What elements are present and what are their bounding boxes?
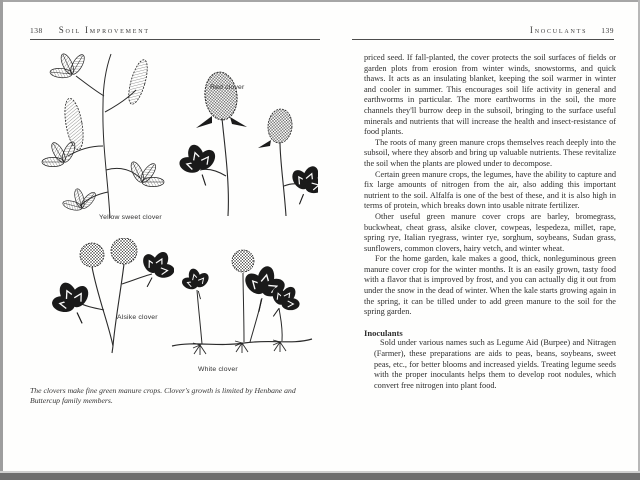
body-paragraph: For the home garden, kale makes a good, thick, nonleguminous green manure cover crop for the winter months. It is an easily grown, tasty food with a flavor that is improved by frost, and you can actually dig it out from under the snow in the dead of winter. When the kale starts growing again in the spring, it can be tilled under to add green manure to the soil for the spring garden. — [364, 254, 616, 317]
right-page-text-column — [364, 53, 616, 391]
scan-edge-bottom — [0, 471, 640, 480]
left-header-rule — [30, 39, 320, 40]
scan-edge-top — [0, 0, 640, 2]
white-clover-label: White clover — [198, 366, 238, 373]
red-clover-label: Red clover — [210, 84, 245, 91]
clover-figure — [28, 46, 324, 382]
body-paragraph: Certain green manure crops, the legumes, have the ability to capture and fix large amounts of nitrogen from the air, also adding this important nutrient to the soil. Alfalfa is one of the best of these, and it is also high in terms of protein, which breaks down into usable nitrate fertilizer. — [364, 169, 616, 211]
yellow-sweet-clover-illustration — [36, 50, 168, 220]
white-clover-illustration — [166, 246, 318, 368]
yellow-sweet-clover-label: Yellow sweet clover — [99, 214, 162, 221]
inoculants-heading: Inoculants — [364, 327, 403, 338]
body-paragraph: priced seed. If fall-planted, the cover protects the soil surfaces of fields or garden plots from erosion from winter winds, snowstorms, and quick thaws. It acts as an insulating blanket, keeping the soil warmer in winter and cooler in summer. This encourages soil life activity in general and earthworms in particular. The more earthworms in the soil, the more channels they'll burrow deep in the subsoil, bringing to the surface useful minerals and nutrients that will increase the health and insect-resistance of food plants. — [364, 53, 616, 137]
right-header-rule — [352, 39, 614, 40]
right-header-title: Inoculants — [529, 25, 588, 35]
left-page-number: 138 — [30, 26, 43, 35]
body-paragraph: The roots of many green manure crops themselves reach deeply into the subsoil, where they absorb and bring up valuable nutrients. These revitalize the soil when the plants are plowed under to decompose. — [364, 137, 616, 168]
alsike-clover-illustration — [52, 238, 174, 354]
scan-edge-left — [0, 0, 3, 480]
alsike-clover-label: Alsike clover — [117, 314, 158, 321]
right-running-head — [352, 25, 614, 35]
figure-caption: The clovers make fine green manure crops. Clover's growth is limited by Henbane and Buttercup family members. — [30, 386, 296, 405]
left-header-title: Soil Improvement — [58, 25, 150, 35]
right-page-number: 139 — [601, 26, 614, 35]
inoculants-paragraph: Sold under various names such as Legume Aid (Burpee) and Nitragen (Farmer), these preparations are aids to peas, beans, soybeans, sweet peas, etc., for better blooms and increased yields. Treating legume seeds with the proper inoculants helps them to develop root nodules, which convert free nitrogen into plant food. — [374, 338, 616, 390]
left-running-head — [30, 25, 150, 35]
body-paragraph: Other useful green manure cover crops are barley, bromegrass, buckwheat, cheat grass, alsike clover, cowpeas, lespedeza, millet, rape, spring rye, Italian ryegrass, winter rye, sorghum, soybeans, Sudan grass, sunflowers, common clovers, hairy vetch, and winter wheat. — [364, 211, 616, 253]
